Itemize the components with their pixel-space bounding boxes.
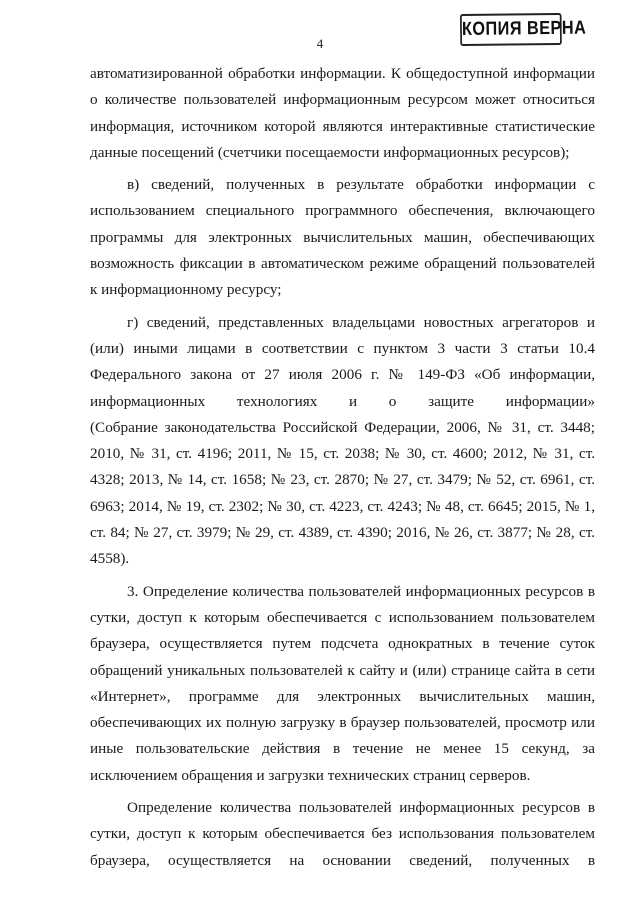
text-line: 4328; 2013, № 14, ст. 1658; № 23, ст. 2870; № 27, ст. 3479; № 52, ст. 6961, ст. — [90, 471, 595, 489]
text-line: обращений уникальных пользователей к сайту и (или) странице сайта в сети — [90, 661, 595, 679]
text-line: к информационному ресурсу; — [90, 281, 282, 299]
text-line: Федерального закона от 27 июля 2006 г. № 149-ФЗ «Об информации, — [90, 366, 595, 384]
page-number: 4 — [316, 36, 324, 51]
text-line: 2010, № 31, ст. 4196; 2011, № 15, ст. 2038; № 30, ст. 4600; 2012, № 31, ст. — [90, 445, 595, 463]
text-line: сутки, доступ к которым обеспечивается без использования пользователем — [90, 825, 595, 843]
text-line: «Интернет», программе для электронных вычислительных машин, — [90, 687, 595, 705]
text-line: (или) иными лицами в соответствии с пунктом 3 части 3 статьи 10.4 — [90, 339, 595, 357]
text-line: обеспечивающих их полную загрузку в браузер пользователей, просмотр или — [90, 714, 595, 732]
text-line: иные пользовательские действия в течение не менее 15 секунд, за — [90, 740, 595, 758]
text-line: исключением обращения и загрузки технических страниц серверов. — [90, 766, 531, 784]
text-line: информация, источником которой являются интерактивные статистические — [90, 117, 595, 135]
text-line: автоматизированной обработки информации. К общедоступной информации — [90, 65, 595, 82]
text-line: браузера, осуществляется на основании сведений, полученных в — [90, 851, 595, 869]
text-line: сутки, доступ к которым обеспечивается с использованием пользователем — [90, 608, 595, 626]
text-line: данные посещений (счетчики посещаемости информационных ресурсов); — [90, 143, 570, 161]
text-line: г) сведений, представленных владельцами новостных агрегаторов и — [127, 313, 595, 331]
text-line: возможность фиксации в автоматическом режиме обращений пользователей — [90, 255, 595, 273]
paragraph-item-v — [90, 172, 595, 303]
text-line: (Собрание законодательства Российской Федерации, 2006, № 31, ст. 3448; — [90, 418, 595, 436]
certified-copy-stamp: КОПИЯ ВЕРНА — [460, 13, 562, 46]
text-line: браузера, осуществляется путем подсчета однократных в течение суток — [90, 635, 595, 653]
paragraph-section-3 — [90, 579, 595, 789]
text-line: 3. Определение количества пользователей информационных ресурсов в — [127, 582, 595, 600]
text-line: в) сведений, полученных в результате обработки информации с — [127, 176, 595, 194]
text-line: ст. 84; № 27, ст. 3979; № 29, ст. 4389, ст. 4390; 2016, № 26, ст. 3877; № 28, ст. — [90, 524, 595, 542]
text-line: использованием специального программного обеспечения, включающего — [90, 202, 595, 220]
document-body — [90, 61, 595, 874]
text-line: 6963; 2014, № 19, ст. 2302; № 30, ст. 4223, ст. 4243; № 48, ст. 6645; 2015, № 1, — [90, 497, 595, 515]
text-line: о количестве пользователей информационным ресурсом может относиться — [90, 91, 595, 109]
text-line: программы для электронных вычислительных машин, обеспечивающих — [90, 228, 595, 246]
text-line: 4558). — [90, 550, 130, 568]
paragraph-item-g — [90, 310, 595, 573]
text-line: информационных технологиях и о защите информации» — [90, 392, 595, 410]
paragraph-continuation — [90, 61, 595, 166]
text-line: Определение количества пользователей информационных ресурсов в — [127, 799, 595, 817]
paragraph-section-3-part-2 — [90, 795, 595, 874]
